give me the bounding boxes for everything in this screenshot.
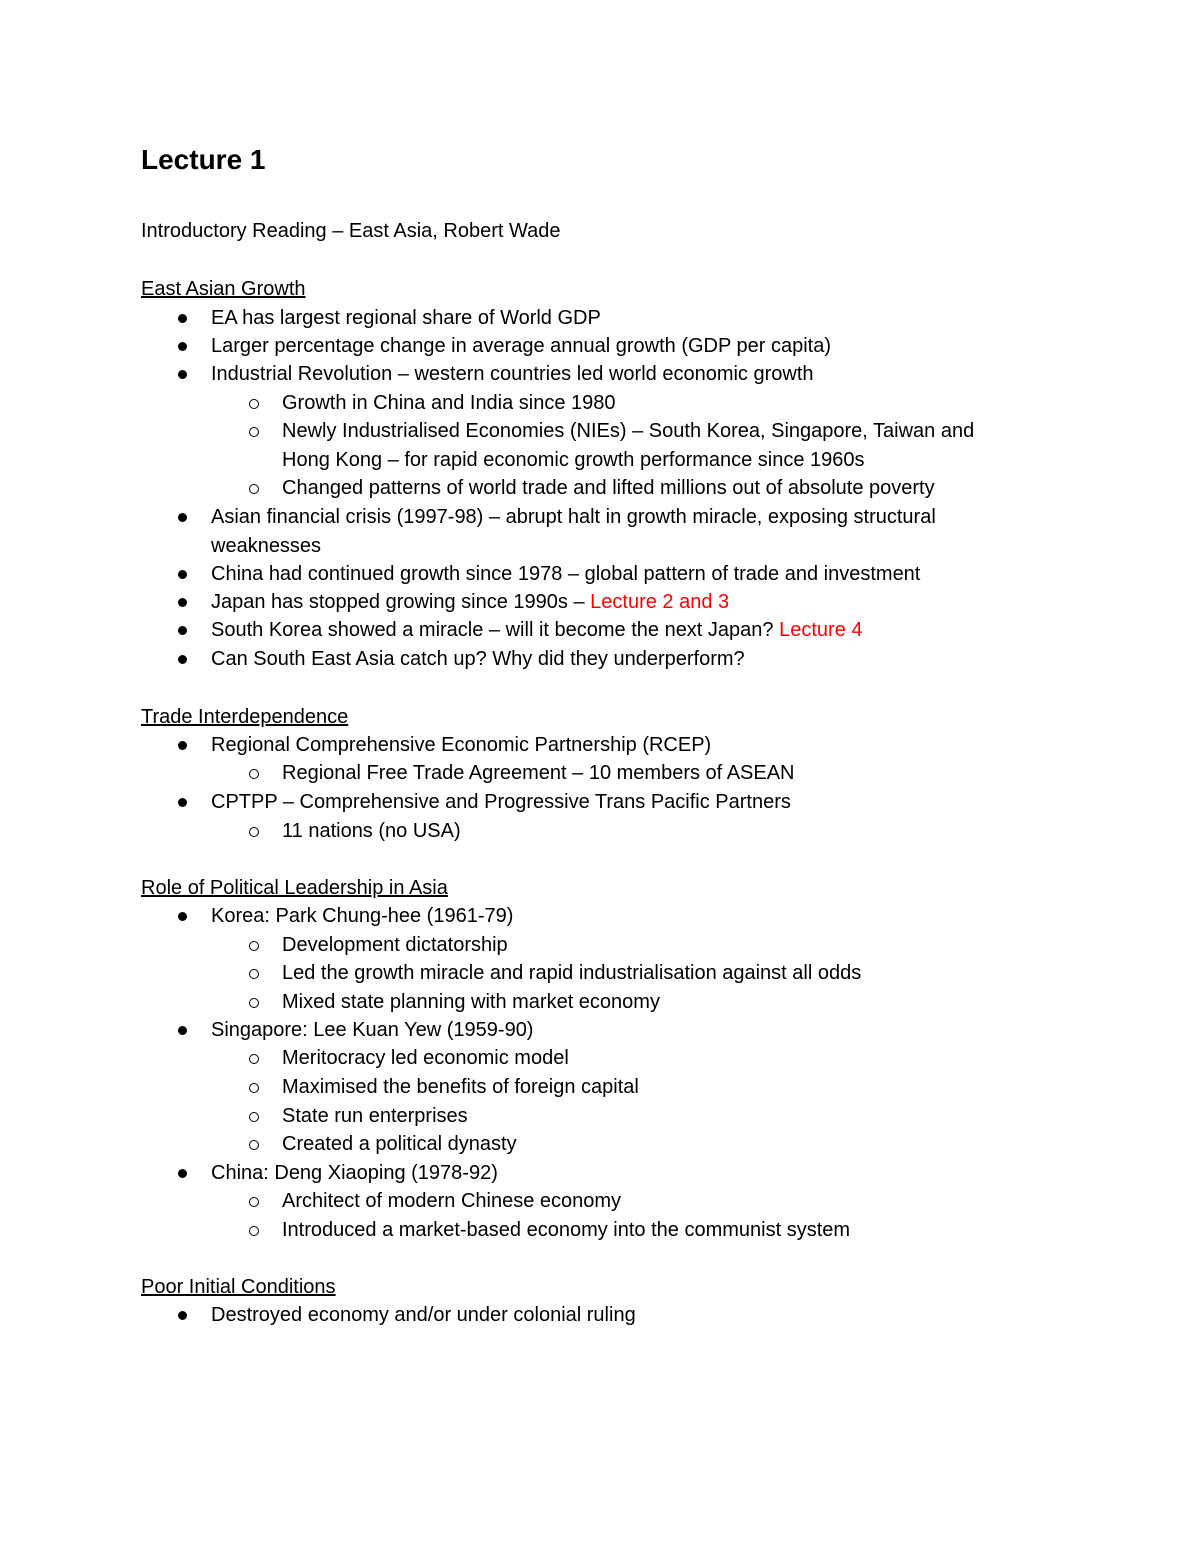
sub-list-item-continued: Hong Kong – for rapid economic growth performance since 1960s (282, 449, 865, 471)
list-item-continued: weaknesses (211, 535, 322, 557)
sub-bullet-icon (249, 998, 259, 1008)
bullet-icon (178, 798, 187, 807)
sub-list-item: 11 nations (no USA) (282, 820, 461, 842)
sub-bullet-icon (249, 769, 259, 779)
list-item: Destroyed economy and/or under colonial ruling (211, 1304, 636, 1326)
list-item: Singapore: Lee Kuan Yew (1959-90) (211, 1019, 534, 1041)
sub-list-item: Regional Free Trade Agreement – 10 members of ASEAN (282, 762, 795, 784)
list-item-text: South Korea showed a miracle – will it become the next Japan? (211, 619, 780, 641)
sub-list-item: Meritocracy led economic model (282, 1047, 569, 1069)
list-item (211, 588, 729, 616)
section-heading-political-leadership: Role of Political Leadership in Asia (141, 877, 448, 899)
bullet-icon (178, 314, 187, 323)
lecture-reference: Lecture 4 (779, 619, 863, 641)
list-item: Industrial Revolution – western countries led world economic growth (211, 363, 814, 385)
intro-reading: Introductory Reading – East Asia, Robert Wade (141, 220, 561, 242)
bullet-icon (178, 570, 187, 579)
sub-bullet-icon (249, 399, 259, 409)
list-item: Korea: Park Chung-hee (1961-79) (211, 905, 514, 927)
sub-bullet-icon (249, 484, 259, 494)
sub-bullet-icon (249, 969, 259, 979)
sub-bullet-icon (249, 1226, 259, 1236)
lecture-reference: Lecture 2 and 3 (590, 591, 730, 613)
sub-bullet-icon (249, 1083, 259, 1093)
list-item: Can South East Asia catch up? Why did they underperform? (211, 648, 745, 670)
bullet-icon (178, 1169, 187, 1178)
bullet-icon (178, 342, 187, 351)
list-item-text: Japan has stopped growing since 1990s – (211, 591, 591, 613)
sub-bullet-icon (249, 827, 259, 837)
bullet-icon (178, 655, 187, 664)
sub-list-item: Mixed state planning with market economy (282, 991, 660, 1013)
sub-bullet-icon (249, 941, 259, 951)
sub-list-item: Newly Industrialised Economies (NIEs) – South Korea, Singapore, Taiwan and (282, 420, 975, 442)
bullet-icon (178, 370, 187, 379)
section-heading-poor-initial-conditions: Poor Initial Conditions (141, 1276, 336, 1298)
section-heading-trade-interdependence: Trade Interdependence (141, 706, 349, 728)
sub-bullet-icon (249, 1140, 259, 1150)
bullet-icon (178, 513, 187, 522)
sub-bullet-icon (249, 1197, 259, 1207)
sub-bullet-icon (249, 427, 259, 437)
sub-list-item: Development dictatorship (282, 934, 508, 956)
list-item: EA has largest regional share of World GDP (211, 307, 601, 329)
page-title: Lecture 1 (141, 144, 266, 175)
bullet-icon (178, 598, 187, 607)
sub-list-item: Created a political dynasty (282, 1133, 517, 1155)
list-item: CPTPP – Comprehensive and Progressive Trans Pacific Partners (211, 791, 791, 813)
bullet-icon (178, 1026, 187, 1035)
list-item: Larger percentage change in average annual growth (GDP per capita) (211, 335, 832, 357)
sub-list-item: Led the growth miracle and rapid industrialisation against all odds (282, 962, 862, 984)
sub-bullet-icon (249, 1054, 259, 1064)
sub-list-item: Growth in China and India since 1980 (282, 392, 616, 414)
bullet-icon (178, 912, 187, 921)
sub-bullet-icon (249, 1112, 259, 1122)
sub-list-item: State run enterprises (282, 1105, 468, 1127)
sub-list-item: Introduced a market-based economy into the communist system (282, 1219, 851, 1241)
sub-list-item: Changed patterns of world trade and lifted millions out of absolute poverty (282, 477, 935, 499)
bullet-icon (178, 626, 187, 635)
sub-list-item: Architect of modern Chinese economy (282, 1190, 622, 1212)
section-heading-east-asian-growth: East Asian Growth (141, 278, 306, 300)
list-item: Asian financial crisis (1997-98) – abrupt halt in growth miracle, exposing structural (211, 506, 936, 528)
bullet-icon (178, 741, 187, 750)
sub-list-item: Maximised the benefits of foreign capital (282, 1076, 639, 1098)
bullet-icon (178, 1311, 187, 1320)
list-item: China: Deng Xiaoping (1978-92) (211, 1162, 498, 1184)
list-item (211, 616, 863, 644)
list-item: China had continued growth since 1978 – global pattern of trade and investment (211, 563, 921, 585)
list-item: Regional Comprehensive Economic Partnership (RCEP) (211, 734, 712, 756)
